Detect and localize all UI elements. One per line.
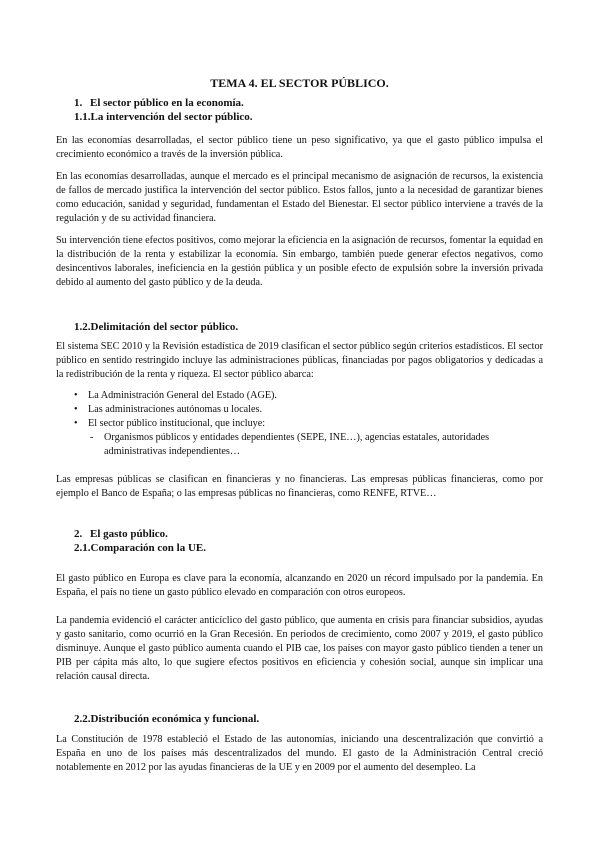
dash-marker: - (90, 432, 94, 443)
paragraph: La Constitución de 1978 estableció el Estado de las autonomías, iniciando una descentralización que convirtió a España en uno de los países más descentralizados del mundo. El gasto de la Administración Central creció notablemente en 2012 por las ayudas financieras de la UE y en 2009 por el aumento del desempleo. La (56, 734, 543, 773)
section-2-title: El gasto público. (90, 528, 168, 540)
paragraph: En las economías desarrolladas, aunque el mercado es el principal mecanismo de asignación de recursos, la existencia de fallos de mercado justifica la intervención del sector público. Estos fallos, junto a la necesidad de garantizar bienes como educación, sanidad y seguridad, fundamentan el Estado del Bienestar. El sector público interviene a través de la regulación y de su actividad financiera. (56, 171, 543, 224)
subsection-1-2 (56, 320, 543, 334)
subsection-2-1-body (56, 572, 543, 684)
subsection-2-2-body (56, 733, 543, 775)
section-1-title: El sector público en la economía. (90, 97, 244, 109)
section-1 (56, 96, 543, 124)
sub-list-item (56, 431, 543, 459)
section-1-number: 1. (74, 97, 83, 109)
page-title: TEMA 4. EL SECTOR PÚBLICO. (210, 76, 389, 90)
paragraph: La pandemia evidenció el carácter anticíclico del gasto público, que aumenta en crisis para financiar subsidios, ayudas y gasto sanitario, como ocurrió en la Gran Recesión. En periodos de crecimiento, como 2007 y 2019, el gasto público disminuye. Aunque el gasto público aumenta cuando el PIB cae, los países con mayor gasto público tienden a tener un PIB per cápita más alto, lo que sugiere efectos positivos en eficiencia y cohesión social, aunque sin implicar una relación causal directa. (56, 615, 543, 682)
sub-list-item-text: Organismos públicos y entidades dependientes (SEPE, INE…), agencias estatales, autoridades administrativas independientes… (104, 432, 490, 457)
subsection-2-2-heading: 2.2.Distribución económica y funcional. (74, 713, 260, 725)
bullet-list (56, 389, 543, 431)
subsection-1-2-body (56, 340, 543, 501)
subsection-2-1-heading: 2.1.Comparación con la UE. (74, 542, 206, 554)
subsection-1-1-body (56, 134, 543, 290)
paragraph: El gasto público en Europa es clave para la economía, alcanzando en 2020 un récord impulsado por la pandemia. En España, el país no tiene un gasto público elevado en comparación con otros europeos. (56, 573, 543, 598)
list-item: • La Administración General del Estado (AGE). (56, 389, 543, 403)
paragraph: En las economías desarrolladas, el sector público tiene un peso significativo, ya que el gasto público impulsa el crecimiento económico a través de la inversión pública. (56, 135, 543, 160)
paragraph: Las empresas públicas se clasifican en financieras y no financieras. Las empresas públicas financieras, como por ejemplo el Banco de España; o las empresas públicas no financieras, como RENFE, RTVE… (56, 474, 543, 499)
subsection-2-2 (56, 712, 543, 726)
subsection-1-2-heading: 1.2.Delimitación del sector público. (74, 321, 239, 333)
list-item: • El sector público institucional, que incluye: (56, 417, 543, 431)
subsection-1-1-heading: 1.1.La intervención del sector público. (74, 111, 253, 123)
section-2 (56, 527, 543, 555)
section-1-heading (56, 96, 543, 110)
section-2-number: 2. (74, 528, 83, 540)
paragraph: El sistema SEC 2010 y la Revisión estadística de 2019 clasifican el sector público según criterios estadísticos. El sector público en sentido restringido incluye las administraciones públicas, financiadas por pagos obligatorios y dedicadas a la redistribución de la renta y riqueza. El sector público abarca: (56, 341, 543, 380)
paragraph: Su intervención tiene efectos positivos, como mejorar la eficiencia en la asignación de recursos, fomentar la equidad en la distribución de la renta y estabilizar la economía. Sin embargo, también puede generar efectos negativos, como desincentivos laborales, ineficiencia en la gestión pública y un posible efecto de expulsión sobre la inversión privada debido al aumento del gasto público y de la deuda. (56, 235, 543, 288)
list-item: • Las administraciones autónomas u locales. (56, 403, 543, 417)
section-2-heading (56, 527, 543, 541)
